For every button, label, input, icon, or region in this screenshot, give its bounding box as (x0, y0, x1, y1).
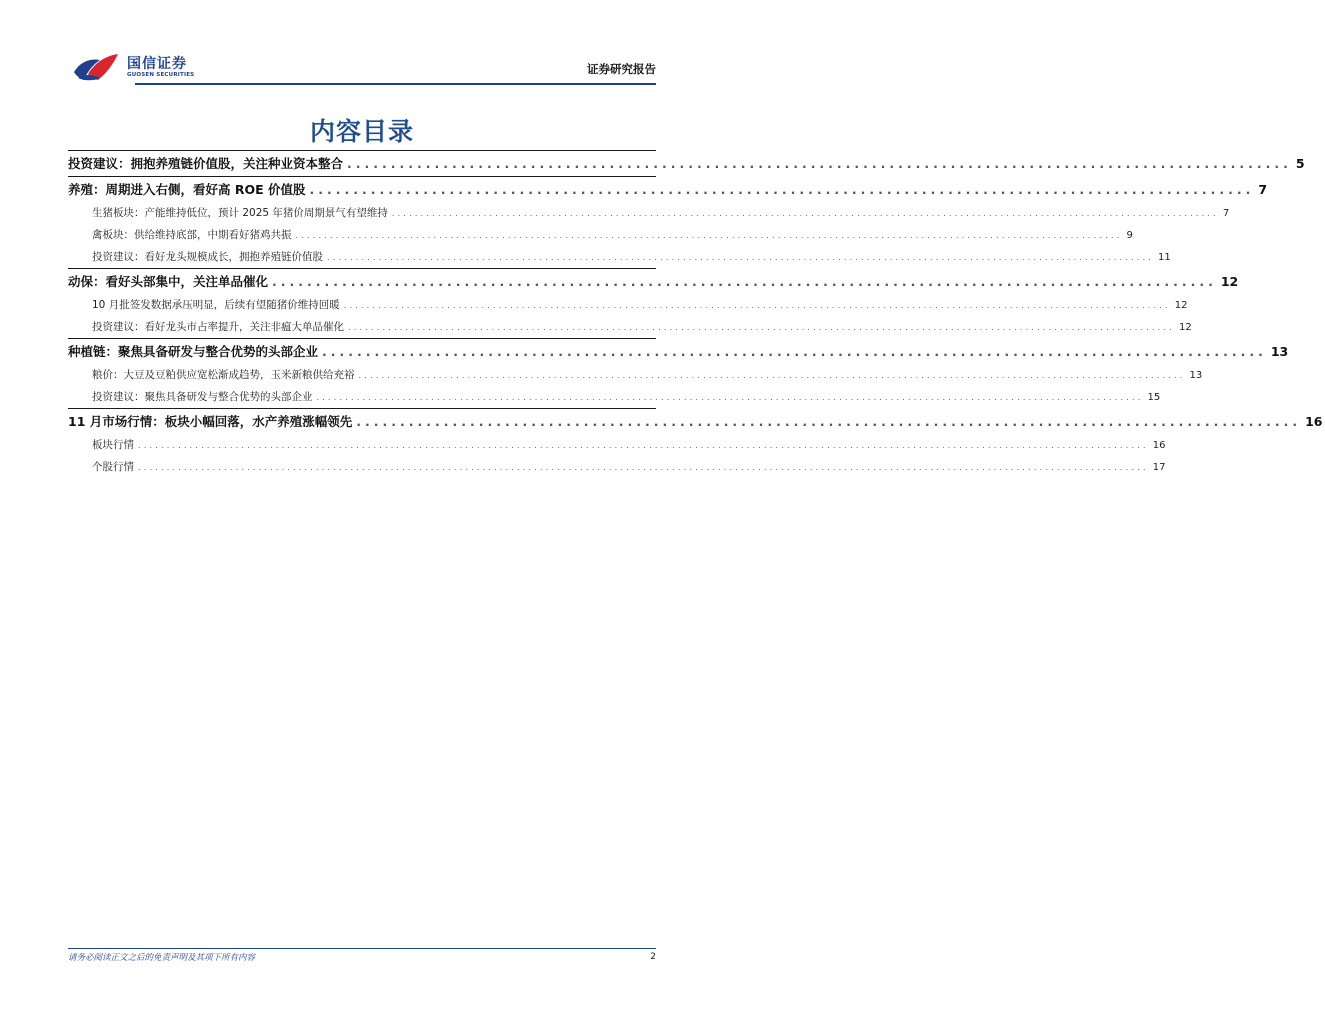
dot-leader: ................................................................................................................................................................................ (138, 441, 1149, 450)
dot-leader: ................................................................................................................................................ (327, 253, 1154, 262)
dot-leader: ............................................................................................................ (272, 274, 1217, 289)
toc-entry-label: 板块行情 (92, 439, 134, 451)
toc-entry-level1[interactable] (68, 269, 1239, 294)
footer-disclaimer: 请务必阅读正文之后的免责声明及其项下所有内容 (68, 953, 256, 963)
toc-entry-label: 养殖：周期进入右侧，看好高 ROE 价值股 (68, 182, 306, 197)
toc-entry-label: 投资建议：聚焦具备研发与整合优势的头部企业 (92, 391, 313, 403)
toc-entry-page: 12 (1220, 274, 1239, 289)
dot-leader: ............................................................................................................ (347, 156, 1292, 171)
toc-entry-label: 投资建议：拥抱养殖链价值股，关注种业资本整合 (68, 156, 344, 171)
dot-leader: ............................................................................................................ (356, 414, 1302, 429)
dot-leader: ............................................................................................................ (322, 344, 1267, 359)
brand-name-cn: 国信证券 (127, 56, 187, 72)
toc-entry-page: 16 (1152, 440, 1166, 451)
toc-entry-page: 13 (1270, 344, 1289, 359)
dot-leader: ................................................................................................................................................................................ (138, 463, 1149, 472)
toc-entry-level2[interactable] (68, 386, 1161, 408)
dot-leader: ................................................................................................................................................ (295, 231, 1123, 240)
toc-entry-label: 生猪板块：产能维持低位，预计 2025 年猪价周期景气有望维持 (92, 207, 388, 219)
toc-entry-level1[interactable] (68, 151, 1305, 176)
toc-entry-level2[interactable] (68, 294, 1188, 316)
toc-entry-page: 12 (1174, 300, 1188, 311)
toc-entry-level2[interactable] (68, 434, 1166, 456)
toc-entry-level2[interactable] (68, 316, 1192, 338)
page-number: 2 (650, 952, 656, 962)
toc-entry-page: 16 (1305, 414, 1323, 429)
toc-entry-label: 投资建议：看好龙头市占率提升，关注非瘟大单品催化 (92, 321, 344, 333)
toc-entry-label: 10 月批签发数据承压明显，后续有望随猪价维持回暖 (92, 299, 340, 311)
toc-entry-level2[interactable] (68, 224, 1133, 246)
dot-leader: ................................................................................................................................................ (316, 393, 1144, 402)
guosen-logo (70, 48, 210, 82)
toc-entry-level2[interactable] (68, 364, 1203, 386)
brand-name-en: GUOSEN SECURITIES (127, 72, 195, 78)
page-title: 内容目录 (309, 117, 414, 146)
dot-leader: ................................................................................................................................................ (358, 371, 1186, 380)
header-divider (135, 83, 656, 85)
toc-entry-label: 投资建议：看好龙头规模成长，拥抱养殖链价值股 (92, 251, 323, 263)
toc-entry-label: 动保：看好头部集中，关注单品催化 (68, 274, 269, 289)
toc-entry-page: 9 (1126, 230, 1133, 241)
toc-entry-label: 个股行情 (92, 461, 134, 473)
toc-entry-page: 7 (1222, 208, 1230, 219)
dot-leader: ................................................................................................................................................ (391, 209, 1219, 218)
table-of-contents (68, 150, 1323, 478)
toc-entry-level2[interactable] (68, 456, 1166, 478)
page-header (68, 48, 656, 84)
dot-leader: ................................................................................................................................................ (343, 301, 1171, 310)
toc-entry-page: 17 (1152, 462, 1166, 473)
footer-divider (68, 948, 656, 949)
toc-entry-label: 种植链：聚焦具备研发与整合优势的头部企业 (68, 344, 319, 359)
toc-entry-level1[interactable] (68, 339, 1289, 364)
toc-entry-label: 粮价：大豆及豆粕供应宽松渐成趋势，玉米新粮供给充裕 (92, 369, 355, 381)
toc-entry-page: 12 (1179, 322, 1192, 333)
toc-entry-label: 禽板块：供给维持底部，中期看好猪鸡共振 (92, 229, 292, 241)
guosen-logo-icon (70, 50, 122, 82)
toc-entry-page: 11 (1158, 252, 1171, 263)
toc-entry-page: 7 (1258, 182, 1268, 197)
toc-entry-label: 11 月市场行情：板块小幅回落，水产养殖涨幅领先 (68, 414, 353, 429)
toc-entry-page: 5 (1295, 156, 1305, 171)
dot-leader: ............................................................................................................ (309, 182, 1255, 197)
toc-entry-level1[interactable] (68, 409, 1323, 434)
toc-entry-level1[interactable] (68, 177, 1268, 202)
toc-entry-page: 13 (1189, 370, 1203, 381)
toc-entry-level2[interactable] (68, 202, 1230, 224)
toc-entry-page: 15 (1147, 392, 1161, 403)
report-type-label: 证券研究报告 (587, 62, 656, 76)
dot-leader: ................................................................................................................................................ (348, 323, 1175, 332)
toc-entry-level2[interactable] (68, 246, 1171, 268)
